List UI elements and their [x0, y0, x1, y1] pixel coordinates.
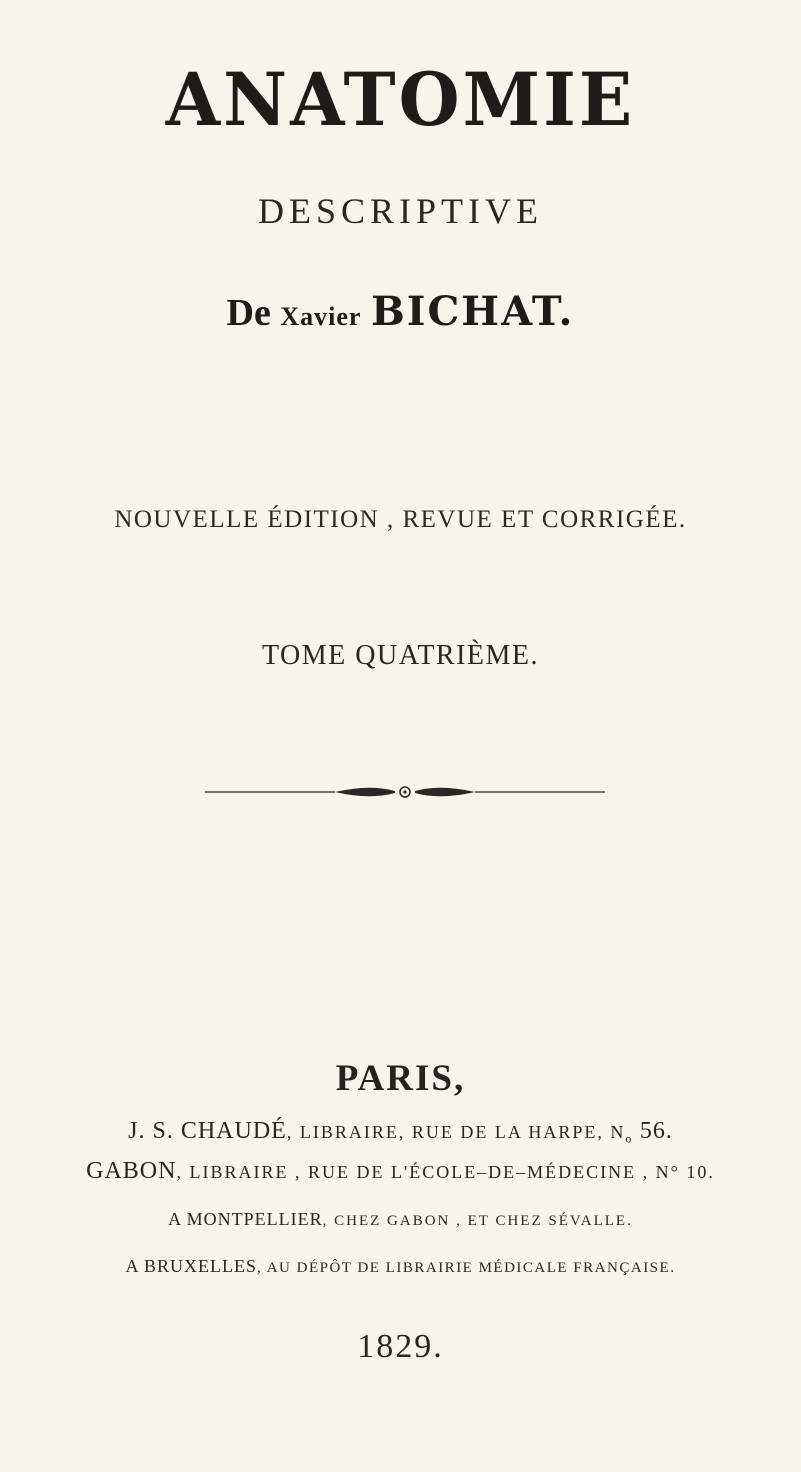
publisher-line-gabon [0, 1158, 801, 1185]
book-subtitle: DESCRIPTIVE [257, 191, 543, 231]
publication-year: 1829. [357, 1328, 444, 1365]
author-line [0, 288, 801, 335]
city-detail: , AU DÉPÔT DE LIBRAIRIE MÉDICALE FRANÇAISE. [257, 1260, 676, 1276]
volume-statement: TOME QUATRIÈME. [261, 640, 540, 671]
author-prefix: De [226, 292, 271, 334]
publisher-line-chaude: J. S. CHAUDÉ, LIBRAIRE, RUE DE LA HARPE, $N_o$ 56. [128, 1118, 673, 1146]
edition-statement: NOUVELLE ÉDITION , REVUE ET CORRIGÉE. [114, 506, 687, 533]
publisher-number: 56. [639, 1118, 673, 1144]
publisher-line-montpellier [0, 1209, 801, 1230]
imprint-city: PARIS, [335, 1058, 466, 1099]
publisher-name: GABON [86, 1158, 177, 1184]
city-label: A BRUXELLES [125, 1256, 258, 1276]
author-surname: BICHAT. [370, 288, 575, 335]
ornament-rule-icon [205, 780, 605, 804]
publisher-address: , LIBRAIRE , RUE DE L'ÉCOLE–DE–MÉDECINE , N° 10. [176, 1162, 715, 1182]
publisher-name: J. S. CHAUDÉ [128, 1118, 287, 1144]
city-label: A MONTPELLIER [168, 1209, 323, 1229]
publisher-line-bruxelles [0, 1256, 801, 1277]
author-given-name: Xavier [280, 302, 362, 331]
publisher-address: , LIBRAIRE, RUE DE LA HARPE, N [286, 1122, 626, 1142]
book-title: ANATOMIE [165, 55, 636, 144]
city-detail: , CHEZ GABON , ET CHEZ SÉVALLE. [322, 1213, 633, 1229]
